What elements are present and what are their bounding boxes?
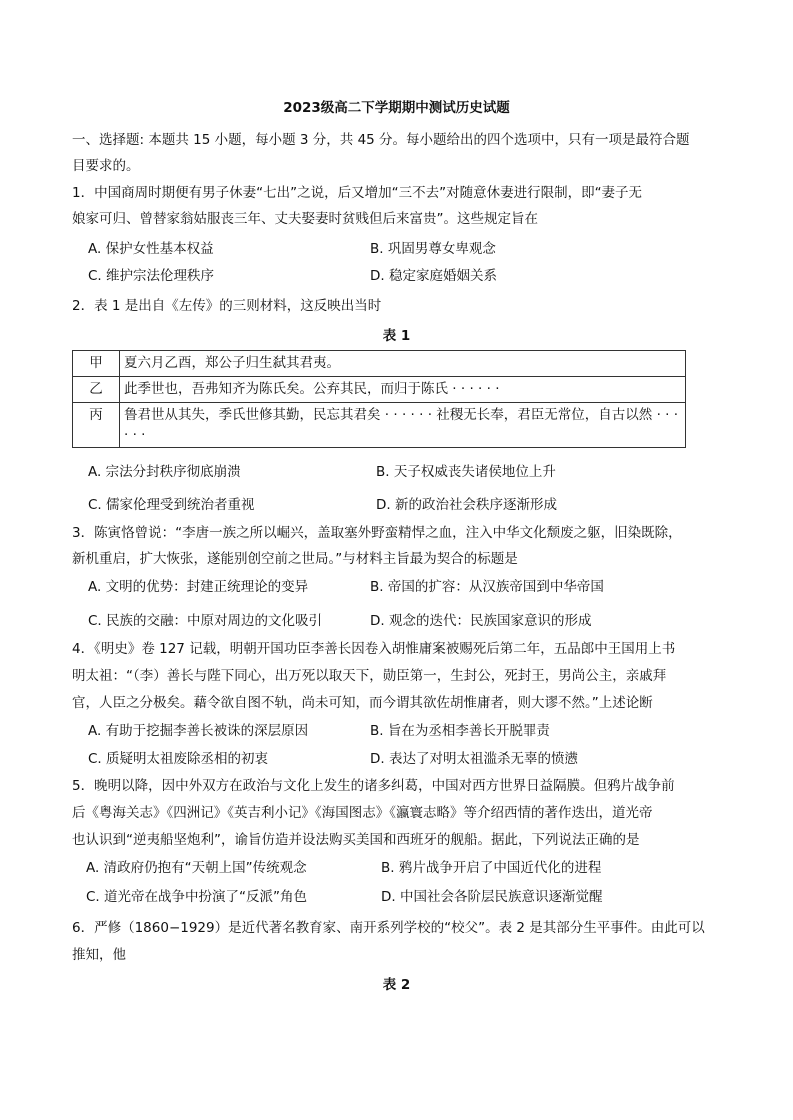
q2-option-d: D. 新的政治社会秩序逐渐形成 (376, 497, 557, 513)
q4-stem-line-3: 官，人臣之分极矣。藉令欲自图不轨，尚未可知，而今谓其欲佐胡惟庸者，则大谬不然。”上述论断 (72, 695, 653, 711)
q1-stem-line-1: 1．中国商周时期便有男子休妻“七出”之说，后又增加“三不去”对随意休妻进行限制，即“妻子无 (72, 185, 643, 201)
q2-option-a: A. 宗法分封秩序彻底崩溃 (88, 464, 241, 480)
table-cell-key: 乙 (73, 377, 120, 403)
q2-stem: 2．表 1 是出自《左传》的三则材料，这反映出当时 (72, 298, 382, 314)
table-cell-key: 甲 (73, 351, 120, 377)
q4-option-b: B. 旨在为丞相李善长开脱罪责 (370, 723, 550, 739)
q4-option-d: D. 表达了对明太祖滥杀无辜的愤懑 (370, 751, 578, 767)
q3-stem-line-2: 新机重启，扩大恢张，遂能别创空前之世局。”与材料主旨最为契合的标题是 (72, 551, 518, 567)
q6-stem-line-2: 推知，他 (72, 947, 126, 963)
q4-option-a: A. 有助于挖掘李善长被诛的深层原因 (88, 723, 309, 739)
q3-option-a: A. 文明的优势：封建正统理论的变异 (88, 579, 309, 595)
q1-option-a: A. 保护女性基本权益 (88, 241, 214, 257)
q2-table-caption: 表 1 (382, 328, 411, 344)
q4-option-c: C. 质疑明太祖废除丞相的初衷 (88, 751, 269, 767)
q4-stem-line-2: 明太祖：“（李）善长与陛下同心，出万死以取天下，勋臣第一，生封公，死封王，男尚公主，亲戚拜 (72, 668, 667, 684)
q1-option-c: C. 维护宗法伦理秩序 (88, 268, 215, 284)
table-cell-text: 夏六月乙酉，郑公子归生弑其君夷。 (120, 351, 686, 377)
q3-stem-line-1: 3．陈寅恪曾说：“李唐一族之所以崛兴，盖取塞外野蛮精悍之血，注入中华文化颓废之躯，旧染既除， (72, 525, 682, 541)
section-intro-line-2: 目要求的。 (72, 158, 140, 174)
q5-stem-line-3: 也认识到“逆夷船坚炮利”，谕旨仿造并设法购买美国和西班牙的舰船。据此，下列说法正确的是 (72, 832, 640, 848)
q5-option-b: B. 鸦片战争开启了中国近代化的进程 (381, 860, 602, 876)
q2-option-b: B. 天子权威丧失诸侯地位上升 (376, 464, 556, 480)
q3-option-c: C. 民族的交融：中原对周边的文化吸引 (88, 613, 323, 629)
q5-option-a: A. 清政府仍抱有“天朝上国”传统观念 (86, 860, 307, 876)
q1-stem-line-2: 娘家可归、曾替家翁姑服丧三年、丈夫娶妻时贫贱但后来富贵”。这些规定旨在 (72, 211, 538, 227)
q2-option-c: C. 儒家伦理受到统治者重视 (88, 497, 255, 513)
q4-stem-line-1: 4．《明史》卷 127 记载，明朝开国功臣李善长因卷入胡惟庸案被赐死后第二年，五品郎中王国用上书 (72, 641, 676, 657)
section-intro-line-1: 一、选择题: 本题共 15 小题，每小题 3 分，共 45 分。每小题给出的四个选项中，只有一项是最符合题 (72, 132, 690, 148)
q3-option-b: B. 帝国的扩容：从汉族帝国到中华帝国 (370, 579, 604, 595)
q6-stem-line-1: 6．严修（1860−1929）是近代著名教育家、南开系列学校的“校父”。表 2 是其部分生平事件。由此可以 (72, 920, 705, 936)
q5-option-d: D. 中国社会各阶层民族意识逐渐觉醒 (381, 889, 603, 905)
q6-table-caption: 表 2 (382, 977, 411, 993)
q2-table (72, 350, 686, 448)
q5-stem-line-2: 后《粤海关志》《四洲记》《英吉利小记》《海国图志》《瀛寰志略》等介绍西情的著作迭出，道光帝 (72, 805, 653, 821)
table-cell-text: 鲁君世从其失，季氏世修其勤，民忘其君矣 · · · · · · 社稷无长奉，君臣无常位，自古以然 · · · · · · (120, 403, 686, 448)
q3-option-d: D. 观念的迭代：民族国家意识的形成 (370, 613, 592, 629)
q1-option-d: D. 稳定家庭婚姻关系 (370, 268, 497, 284)
q1-option-b: B. 巩固男尊女卑观念 (370, 241, 496, 257)
q5-option-c: C. 道光帝在战争中扮演了“反派”角色 (86, 889, 307, 905)
table-cell-text: 此季世也，吾弗知齐为陈氏矣。公弃其民，而归于陈氏 · · · · · · (120, 377, 686, 403)
table-row (73, 351, 686, 377)
q5-stem-line-1: 5．晚明以降，因中外双方在政治与文化上发生的诸多纠葛，中国对西方世界日益隔膜。但鸦片战争前 (72, 778, 675, 794)
page-title: 2023级高二下学期期中测试历史试题 (283, 100, 510, 116)
table-row (73, 403, 686, 448)
table-row (73, 377, 686, 403)
table-cell-key: 丙 (73, 403, 120, 448)
